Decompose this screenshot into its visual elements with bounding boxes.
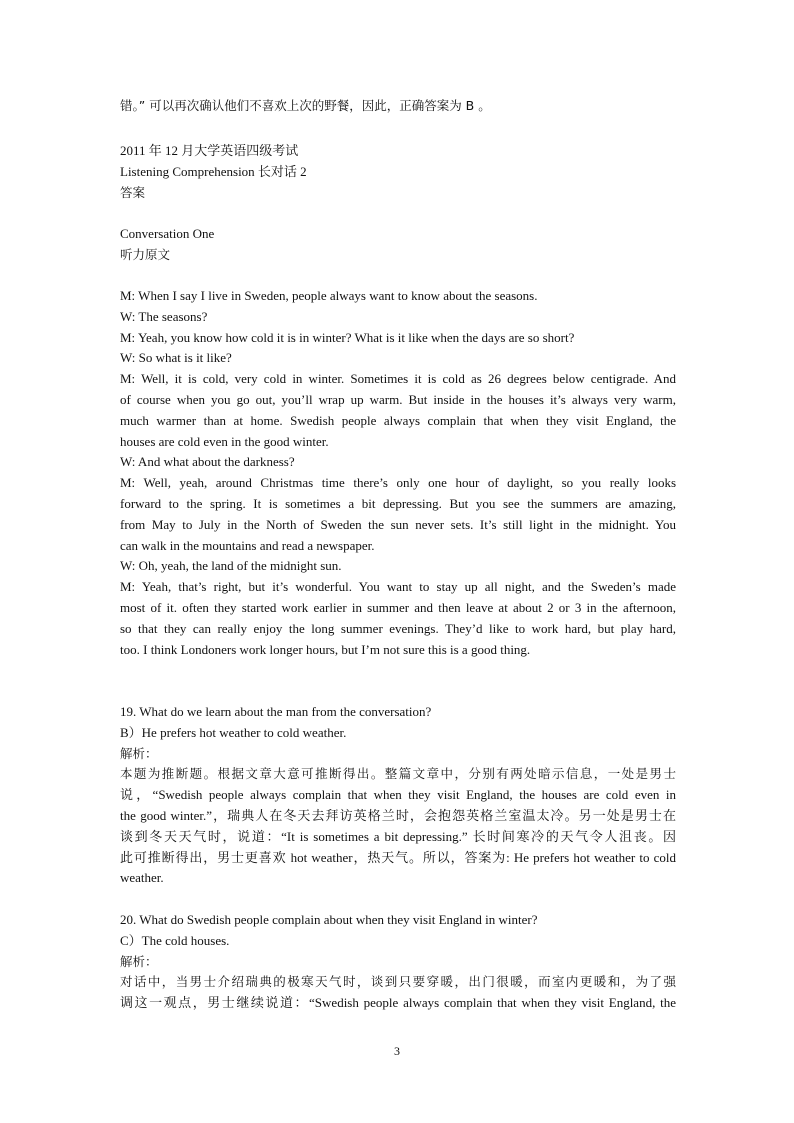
transcript-line: M: When I say I live in Sweden, people always want to know about the seasons. (120, 288, 538, 303)
transcript-line: much warmer than at home. Swedish people always complain that when they visit England, the (120, 412, 676, 428)
question-19 (120, 702, 676, 889)
analysis-label: 解析： (120, 745, 158, 761)
conversation-heading (120, 224, 676, 266)
answer-text: C）The cold houses. (120, 932, 230, 948)
analysis-line: weather. (120, 870, 164, 886)
answer-heading: 答案 (120, 184, 146, 200)
transcript-label: 听力原文 (120, 246, 171, 262)
transcript-line: so that they can really enjoy the long summer evenings. They’d like to work hard, but play hard, (120, 620, 676, 636)
analysis-line: 说，“Swedish people always complain that when they visit England, the houses are cold even in (120, 787, 676, 803)
transcript-line: forward to the spring. It is sometimes a bit depressing. But you see the summers are amazing, (120, 495, 676, 511)
analysis-line: 本题为推断题。根据文章大意可推断得出。整篇文章中，分别有两处暗示信息，一处是男士 (120, 766, 676, 782)
conversation-title: Conversation One (120, 226, 215, 241)
question-20 (120, 910, 676, 1014)
analysis-line: the good winter.”，瑞典人在冬天去拜访英格兰时，会抱怨英格兰室温太冷。另一处是男士在 (120, 807, 676, 823)
transcript-line: M: Well, yeah, around Christmas time there’s only one hour of daylight, so you really looks (120, 475, 676, 491)
transcript-line: houses are cold even in the good winter. (120, 433, 329, 449)
transcript-line: W: Oh, yeah, the land of the midnight sun. (120, 558, 342, 574)
exam-title: 2011 年 12 月大学英语四级考试 (120, 143, 299, 158)
transcript-line: M: Yeah, you know how cold it is in winter? What is it like when the days are so short? (120, 329, 575, 345)
transcript-line: most of it. often they started work earlier in summer and then leave at about 2 or 3 in the afternoon, (120, 599, 676, 615)
transcript-line: M: Yeah, that’s right, but it’s wonderful. You want to stay up all night, and the Sweden’s made (120, 579, 676, 595)
analysis-line: 谈到冬天天气时，说道：“It is sometimes a bit depressing.” 长时间寒冷的天气令人沮丧。因 (120, 828, 676, 844)
top-line: 错。” 可以再次确认他们不喜欢上次的野餐，因此，正确答案为 B 。 (120, 98, 491, 113)
question-text: 20. What do Swedish people complain about when they visit England in winter? (120, 912, 538, 927)
continued-paragraph (120, 96, 676, 117)
page-number: 3 (394, 1044, 400, 1058)
transcript-line: of course when you go out, you’ll wrap up warm. But inside in the houses it’s always very warm, (120, 391, 676, 407)
transcript-line: W: The seasons? (120, 308, 208, 324)
exam-header (120, 141, 676, 203)
transcript (120, 286, 676, 660)
question-text: 19. What do we learn about the man from the conversation? (120, 704, 432, 719)
transcript-line: from May to July in the North of Sweden the sun never sets. It’s still light in the midnight. You (120, 516, 676, 532)
transcript-line: M: Well, it is cold, very cold in winter. Sometimes it is cold as 26 degrees below centigrade. And (120, 371, 676, 387)
analysis-line: 此可推断得出，男士更喜欢 hot weather，热天气。所以，答案为: He prefers hot weather to cold (120, 849, 676, 865)
analysis-line: 调这一观点，男士继续说道：“Swedish people always complain that when they visit England, the (120, 995, 676, 1011)
transcript-line: W: So what is it like? (120, 350, 232, 366)
transcript-line: too. I think Londoners work longer hours, but I’m not sure this is a good thing. (120, 641, 531, 657)
analysis-label: 解析： (120, 953, 158, 969)
transcript-line: can walk in the mountains and read a newspaper. (120, 537, 375, 553)
transcript-line: W: And what about the darkness? (120, 454, 295, 470)
answer-text: B）He prefers hot weather to cold weather. (120, 724, 347, 740)
analysis-line: 对话中，当男士介绍瑞典的极寒天气时，谈到只要穿暖，出门很暖，而室内更暖和，为了强 (120, 974, 676, 990)
section-title: Listening Comprehension 长对话 2 (120, 163, 307, 179)
